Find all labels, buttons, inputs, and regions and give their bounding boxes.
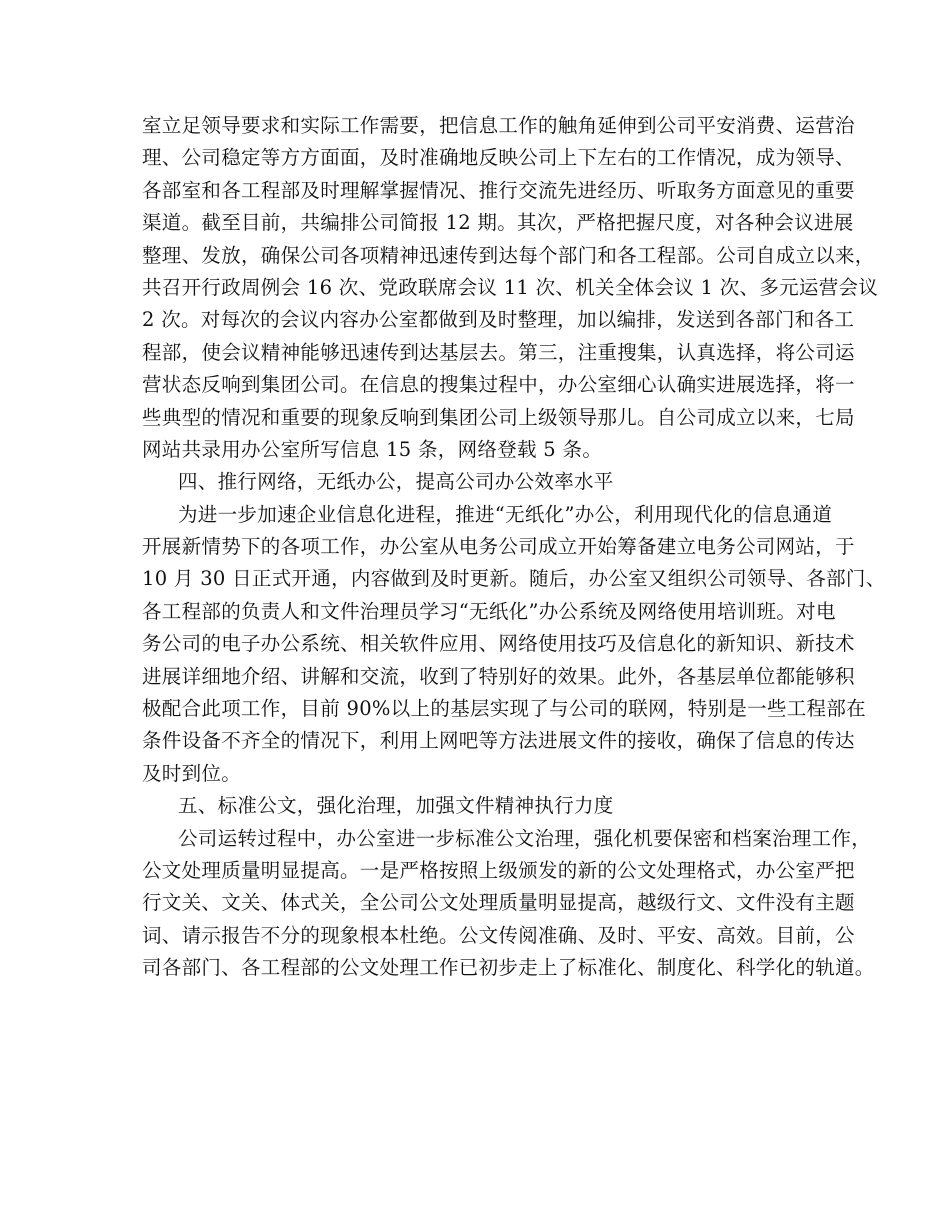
text-line: 2 次。对每次的会议内容办公室都做到及时整理，加以编排，发送到各部门和各工: [142, 308, 855, 332]
text-line: 公司运转过程中，办公室进一步标准公文治理，强化机要保密和档案治理工作，: [178, 826, 872, 850]
text-line: 五、标准公文，强化治理，加强文件精神执行力度: [178, 794, 614, 818]
text-line: 网站共录用办公室所写信息 15 条，网络登载 5 条。: [142, 437, 603, 461]
text-line: 各工程部的负责人和文件治理员学习“无纸化”办公系统及网络使用培训班。对电: [142, 599, 836, 623]
text-line: 条件设备不齐全的情况下，利用上网吧等方法进展文件的接收，确保了信息的传达: [142, 729, 855, 753]
text-line: 开展新情势下的各项工作，办公室从电务公司成立开始筹备建立电务公司网站，于: [142, 535, 855, 559]
text-line: 为进一步加速企业信息化进程，推进“无纸化”办公，利用现代化的信息通道: [178, 502, 833, 526]
text-line: 室立足领导要求和实际工作需要，把信息工作的触角延伸到公司平安消费、运营治: [142, 114, 855, 137]
text-line: 些典型的情况和重要的现象反响到集团公司上级领导那儿。自公司成立以来，七局: [142, 405, 855, 429]
text-line: 词、请示报告不分的现象根本杜绝。公文传阅准确、及时、平安、高效。目前，公: [142, 923, 855, 947]
text-line: 四、推行网络，无纸办公，提高公司办公效率水平: [178, 470, 614, 494]
text-line: 各部室和各工程部及时理解掌握情况、推行交流先进经历、听取务方面意见的重要: [142, 178, 855, 202]
text-line: 程部，使会议精神能够迅速传到达基层去。第三，注重搜集，认真选择，将公司运: [142, 340, 855, 364]
text-line: 务公司的电子办公系统、相关软件应用、网络使用技巧及信息化的新知识、新技术: [142, 632, 855, 656]
text-line: 营状态反响到集团公司。在信息的搜集过程中，办公室细心认确实进展选择，将一: [142, 373, 855, 397]
text-line: 极配合此项工作，目前 90%以上的基层实现了与公司的联网，特别是一些工程部在: [142, 697, 866, 721]
document-page: [142, 110, 886, 985]
text-line: 公文处理质量明显提高。一是严格按照上级颁发的新的公文处理格式，办公室严把: [142, 858, 855, 882]
text-line: 司各部门、各工程部的公文处理工作已初步走上了标准化、制度化、科学化的轨道。: [142, 956, 875, 980]
text-line: 及时到位。: [142, 761, 242, 785]
text-line: 理、公司稳定等方方面面，及时准确地反映公司上下左右的工作情况，成为领导、: [142, 146, 855, 170]
text-line: 行文关、文关、体式关，全公司公文处理质量明显提高，越级行文、文件没有主题: [142, 891, 855, 915]
text-line: 共召开行政周例会 16 次、党政联席会议 11 次、机关全体会议 1 次、多元运营会议: [142, 275, 879, 299]
text-line: 进展详细地介绍、讲解和交流，收到了特别好的效果。此外，各基层单位都能够积: [142, 664, 855, 688]
text-line: 10 月 30 日正式开通，内容做到及时更新。随后，办公室又组织公司领导、各部门、: [142, 567, 886, 591]
text-line: 渠道。截至目前，共编排公司简报 12 期。其次，严格把握尺度，对各种会议进展: [142, 211, 854, 235]
text-line: 整理、发放，确保公司各项精神迅速传到达每个部门和各工程部。公司自成立以来，: [142, 243, 875, 267]
